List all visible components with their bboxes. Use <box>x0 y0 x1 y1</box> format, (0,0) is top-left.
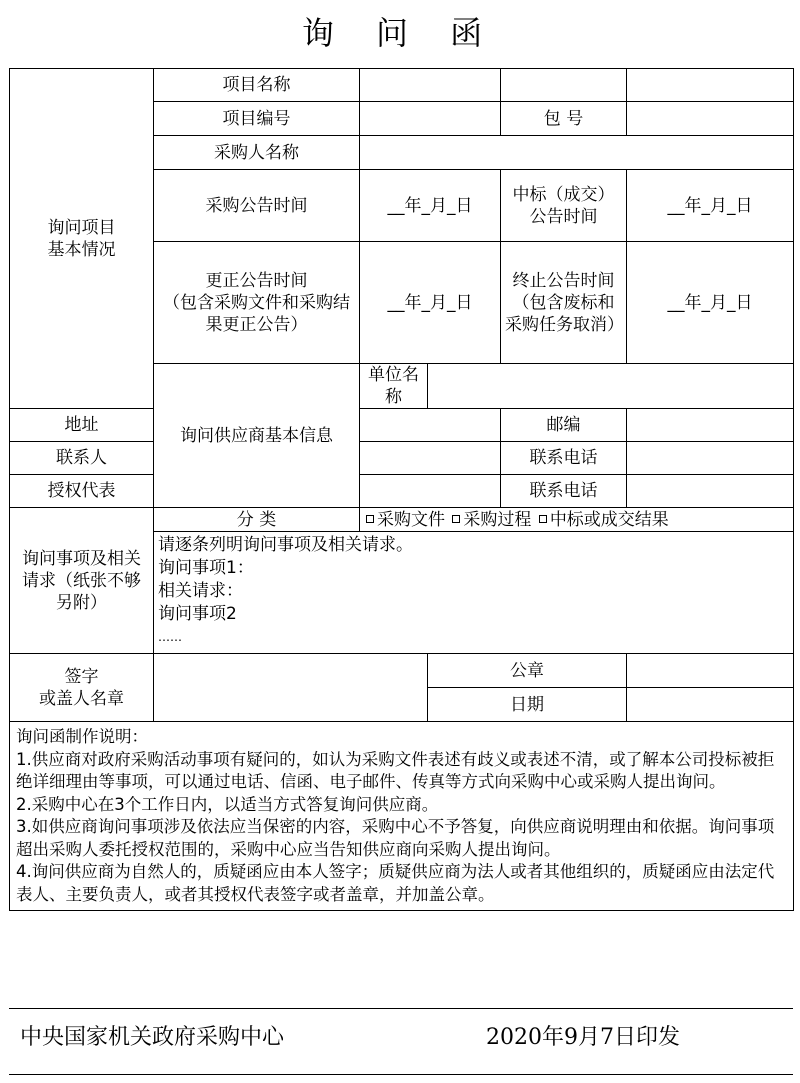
section-supplier-label: 询问供应商基本信息 <box>154 364 360 508</box>
contact-field[interactable] <box>360 442 501 475</box>
project-name-label: 项目名称 <box>154 69 360 102</box>
project-name-field[interactable] <box>360 69 501 102</box>
option-purchase-process[interactable]: 采购过程 <box>463 509 532 530</box>
footer-date: 2020年9月7日印发 <box>486 1025 680 1050</box>
category-label: 分 类 <box>154 508 360 532</box>
phone2-label: 联系电话 <box>501 475 627 508</box>
instructions-block <box>10 722 794 911</box>
instructions-heading: 询问函制作说明： <box>16 727 148 746</box>
instruction-item: 2.采购中心在3个工作日内，以适当方式答复询问供应商。 <box>16 794 439 814</box>
project-no-label: 项目编号 <box>154 102 360 136</box>
phone-label: 联系电话 <box>501 442 627 475</box>
option-award-result[interactable]: 中标或成交结果 <box>549 509 669 530</box>
signature-label: 签字 或盖人名章 <box>10 654 154 722</box>
announce-time-label: 采购公告时间 <box>154 170 360 242</box>
footer-issuer: 中央国家机关政府采购中心 <box>20 1025 285 1050</box>
date-field[interactable] <box>627 688 794 722</box>
address-field[interactable] <box>360 409 501 442</box>
termination-time-label: 终止公告时间 （包含废标和采购任务取消） <box>501 242 627 364</box>
announce-time-field[interactable]: __年_月_日 <box>360 170 501 242</box>
inquiry-form-table <box>9 68 794 911</box>
checkbox-icon[interactable] <box>539 515 547 523</box>
option-purchase-docs[interactable]: 采购文件 <box>377 509 445 530</box>
purchaser-label: 采购人名称 <box>154 136 360 170</box>
checkbox-icon[interactable] <box>366 515 374 523</box>
project-name-extra2[interactable] <box>627 69 794 102</box>
matters-line: …… <box>158 630 182 644</box>
seal-label: 公章 <box>428 654 627 688</box>
matters-line: 询问事项2 <box>158 604 237 624</box>
section-basic-label: 询问项目 基本情况 <box>10 69 154 409</box>
termination-time-field[interactable]: __年_月_日 <box>627 242 794 364</box>
address-label: 地址 <box>10 409 154 442</box>
matters-line: 询问事项1： <box>158 558 254 578</box>
seal-field[interactable] <box>627 654 794 688</box>
award-time-label: 中标（成交）公告时间 <box>501 170 627 242</box>
award-time-field[interactable]: __年_月_日 <box>627 170 794 242</box>
signature-field[interactable] <box>154 654 428 722</box>
project-name-extra[interactable] <box>501 69 627 102</box>
phone-field[interactable] <box>627 442 794 475</box>
unit-name-field[interactable] <box>428 364 794 409</box>
matters-line: 请逐条列明询问事项及相关请求。 <box>158 535 413 555</box>
checkbox-icon[interactable] <box>452 515 460 523</box>
instruction-item: 4.询问供应商为自然人的，质疑函应由本人签字；质疑供应商为法人或者其他组织的，质疑函应由法定代表人、主要负责人，或者其授权代表签字或者盖章，并加盖公章。 <box>16 862 775 904</box>
section-matters-label: 询问事项及相关请求（纸张不够另附） <box>10 508 154 654</box>
authorized-rep-field[interactable] <box>360 475 501 508</box>
footer-bottom-rule <box>9 1074 793 1075</box>
unit-name-label: 单位名称 <box>360 364 428 409</box>
authorized-rep-label: 授权代表 <box>10 475 154 508</box>
footer-top-rule <box>9 1008 793 1009</box>
package-no-label: 包 号 <box>501 102 627 136</box>
matters-line: 相关请求： <box>158 581 243 601</box>
package-no-field[interactable] <box>627 102 794 136</box>
contact-label: 联系人 <box>10 442 154 475</box>
page-title: 询 问 函 <box>301 14 499 52</box>
category-options <box>360 508 794 532</box>
project-no-field[interactable] <box>360 102 501 136</box>
postcode-field[interactable] <box>627 409 794 442</box>
purchaser-field[interactable] <box>360 136 794 170</box>
matters-detail-field[interactable] <box>154 532 794 654</box>
postcode-label: 邮编 <box>501 409 627 442</box>
correction-time-label: 更正公告时间 （包含采购文件和采购结果更正公告） <box>154 242 360 364</box>
date-label: 日期 <box>428 688 627 722</box>
correction-time-field[interactable]: __年_月_日 <box>360 242 501 364</box>
phone2-field[interactable] <box>627 475 794 508</box>
instruction-item: 3.如供应商询问事项涉及依法应当保密的内容，采购中心不予答复，向供应商说明理由和依据。询问事项超出采购人委托授权范围的，采购中心应当告知供应商向采购人提出询问。 <box>16 817 775 859</box>
instruction-item: 1.供应商对政府采购活动事项有疑问的，如认为采购文件表述有歧义或表述不清，或了解本公司投标被拒绝详细理由等事项，可以通过电话、信函、电子邮件、传真等方式向采购中心或采购人提出询问。 <box>16 749 775 791</box>
